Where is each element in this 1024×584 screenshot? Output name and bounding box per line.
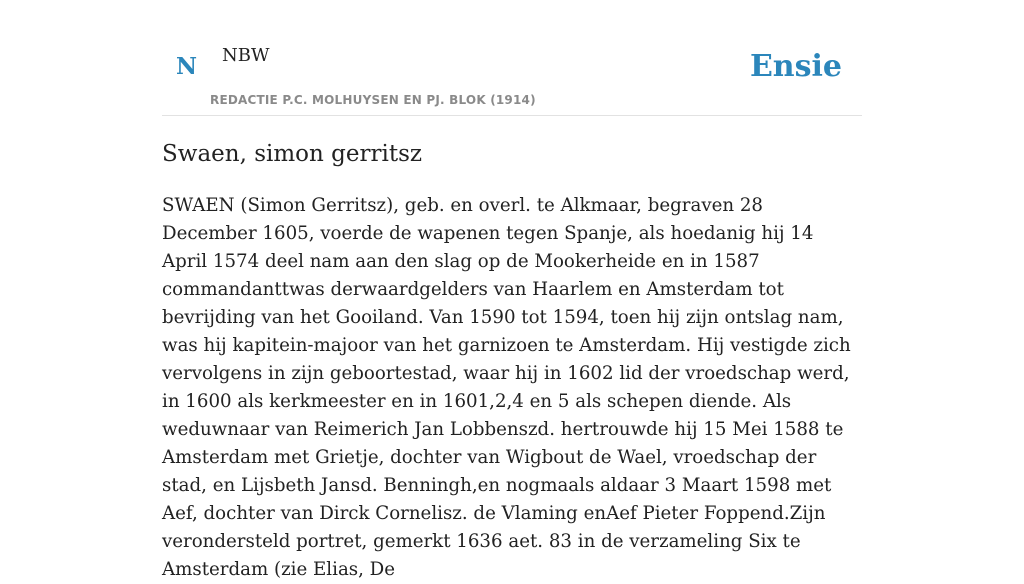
source-header <box>162 0 862 116</box>
source-name[interactable]: NBW <box>222 45 270 66</box>
source-subtitle: REDACTIE P.C. MOLHUYSEN EN PJ. BLOK (1914) <box>210 93 536 107</box>
source-logo[interactable]: N <box>176 53 198 80</box>
ensie-logo-link[interactable]: Ensie <box>749 49 842 84</box>
article-body: SWAEN (Simon Gerritsz), geb. en overl. te Alkmaar, begraven 28 December 1605, voerde de wapenen tegen Spanje, als hoedanig hij 14 April 1574 deel nam aan den slag op de Mookerheide en in 1587 commandanttwas derwaardgelders van Haarlem en Amsterdam tot bevrijding van het Gooiland. Van 1590 tot 1594, toen hij zijn ontslag nam, was hij kapitein-majoor van het garnizoen te Amsterdam. Hij vestigde zich vervolgens in zijn geboortestad, waar hij in 1602 lid der vroedschap werd, in 1600 als kerkmeester en in 1601,2,4 en 5 als schepen diende. Als weduwnaar van Reimerich Jan Lobbenszd. hertrouwde hij 15 Mei 1588 te Amsterdam met Grietje, dochter van Wigbout de Wael, vroedschap der stad, en Lijsbeth Jansd. Benningh,en nogmaals aldaar 3 Maart 1598 met Aef, dochter van Dirck Cornelisz. de Vlaming enAef Pieter Foppend.Zijn verondersteld portret, gemerkt 1636 aet. 83 in de verzameling Six te Amsterdam (zie Elias, De <box>162 195 851 580</box>
article-title: Swaen, simon gerritsz <box>162 141 422 167</box>
